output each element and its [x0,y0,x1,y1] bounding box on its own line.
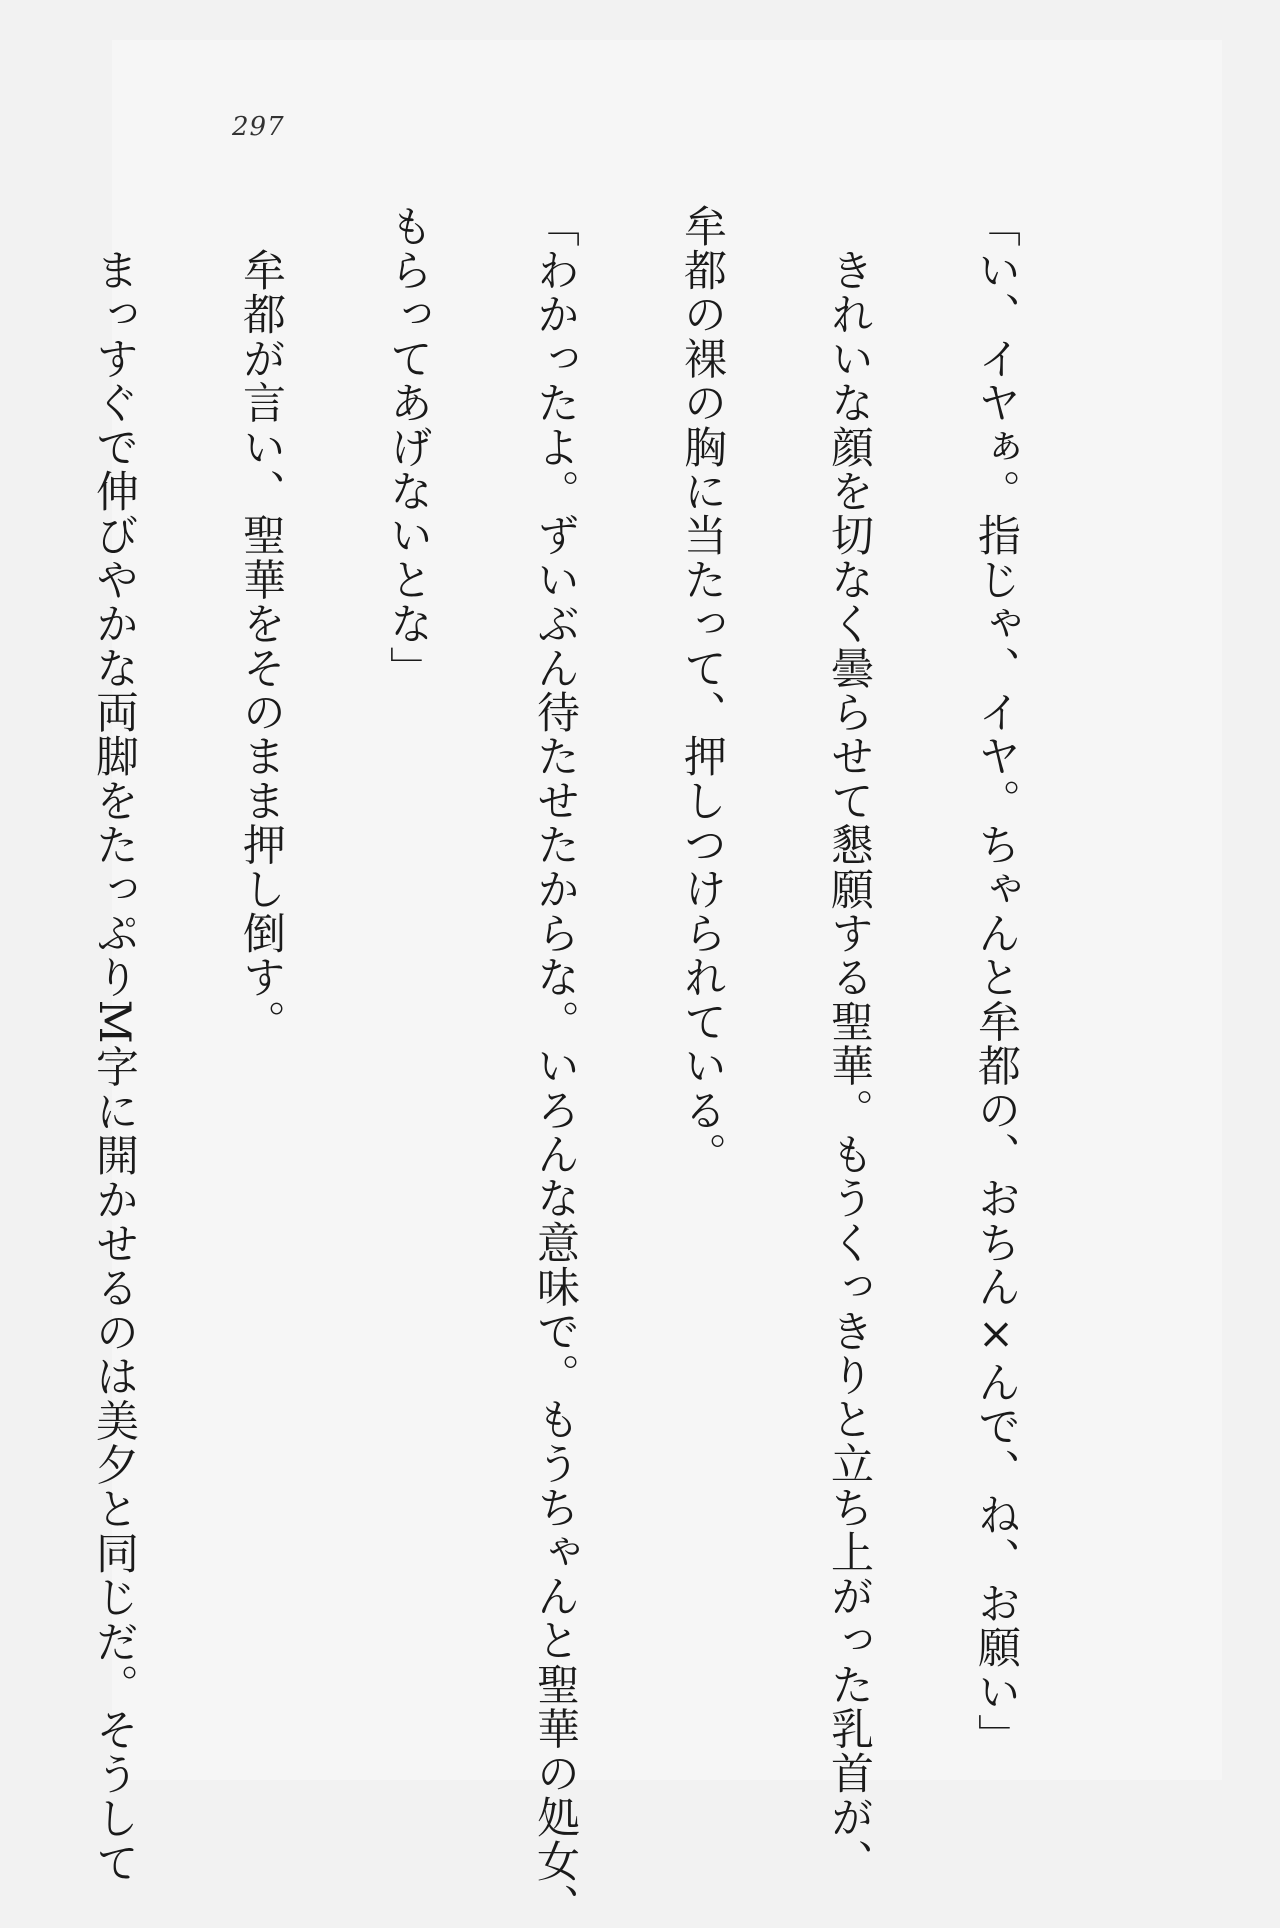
text-line: 「い、イヤぁ。指じゃ、イヤ。ちゃんと牟都の、おちん×んで、ね、お願い」 [971,204,1021,1758]
text-line: まっすぐで伸びやかな両脚をたっぷりM字に開かせるのは美夕と同じだ。そうして [89,204,139,1885]
text-line: 牟都が言い、聖華をそのまま押し倒す。 [236,204,286,1044]
page-number: 297 [232,112,285,142]
text-line: もらってあげないとな」 [383,204,433,691]
text-line: きれいな顔を切なく曇らせて懇願する聖華。もうくっきりと立ち上がった乳首が、 [824,204,874,1884]
text-line: 「わかったよ。ずいぶん待たせたからな。いろんな意味で。もうちゃんと聖華の処女、 [530,204,580,1928]
text-line: 牟都の裸の胸に当たって、押しつけられている。 [677,204,727,1177]
vertical-text-body [0,204,1118,1928]
